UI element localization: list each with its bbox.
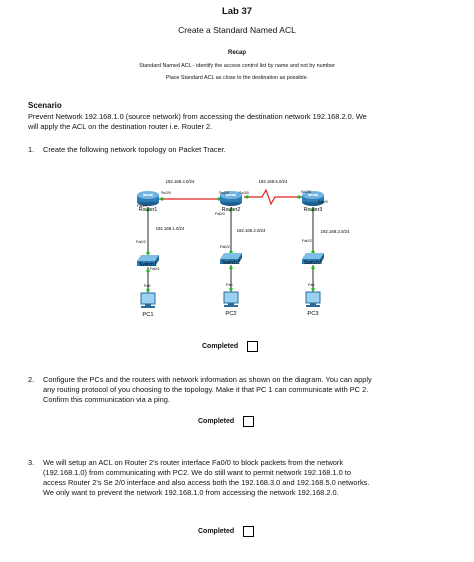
pc-name: PC2 [225,311,237,317]
pc-icon [224,292,238,307]
pc-icon [306,292,320,307]
network-label: 192.168.4.0/24 [165,179,195,184]
scenario-line: will apply the ACL on the destination router i.e. Router 2. [28,122,213,131]
completed-label: Completed [198,528,235,535]
switch-name: Switch1 [138,262,158,268]
port-label: Se2/0 [161,191,171,195]
port-label: Fa0/2 [220,245,230,249]
step-number: 2. [28,375,35,384]
switch-name: Switch3 [303,260,323,266]
completed-label: Completed [198,418,235,425]
router-name: Router1 [138,207,158,213]
recap-line: Standard Named ACL - identify the access control list by name and not by number [139,63,335,69]
port-label: Fa0/2 [302,239,312,243]
step-line: access Router 2's Se 2/0 interface and also access both the 192.168.3.0 and 192.168.5.0 networks. [43,478,370,487]
pc-name: PC3 [307,311,319,317]
network-label: 192.168.2.0/24 [236,228,266,233]
switch-name: Switch2 [221,260,241,266]
completed-label: Completed [202,343,239,350]
network-label: 192.168.3.0/24 [320,229,350,234]
step-number: 1. [28,145,35,154]
pc-name: PC1 [142,312,154,318]
link-status-dot [311,287,314,290]
scenario-heading: Scenario [28,101,62,110]
link-status-dot [311,266,314,269]
port-label: Fa0 [308,283,315,287]
port-label: Fa0/2 [136,240,146,244]
step-line: We only want to prevent the network 192.168.1.0 from accessing the network 192.168.2.0. [43,488,339,497]
link-status-dot [146,251,149,254]
scenario-line: Prevent Network 192.168.1.0 (source network) from accessing the destination network 192.168.2.0. We [28,112,367,121]
step-number: 3. [28,458,35,467]
serial-link [244,190,302,204]
network-label: 192.168.1.0/24 [155,226,185,231]
port-label: Se2/0 [301,190,311,194]
step-line: Create the following network topology on Packet Tracer. [43,145,226,154]
router-name: Router3 [303,207,323,213]
link-status-dot [297,195,300,198]
completed-checkbox[interactable] [247,341,258,352]
link-status-dot [229,287,232,290]
link-status-dot [160,197,163,200]
link-status-dot [229,266,232,269]
step-line: (192.168.1.0) from communicating with PC2. We do still want to permit network 192.168.1.0 to [43,468,351,477]
port-label: Se3/0 [239,191,249,195]
link-status-dot [245,195,248,198]
pc-icon [141,293,155,308]
port-label: Fa0 [144,284,151,288]
recap-line: Place Standard ACL as close to the destination as possible. [165,75,309,81]
port-label: Fa0/0 [318,200,328,204]
port-label: Fa0/0 [215,212,225,216]
page-title: Create a Standard Named ACL [178,25,296,35]
lab-number: Lab 37 [221,6,253,17]
step-line: Confirm this communication via a ping. [43,395,170,404]
completed-checkbox[interactable] [243,416,254,427]
step-line: any routing protocol of you choosing to the topology. Make it that PC 1 can communicate with PC 2. [43,385,369,394]
link-status-dot [146,288,149,291]
port-label: Fa0/0 [137,204,147,208]
network-label: 192.168.5.0/24 [258,179,288,184]
step-line: We will setup an ACL on Router 2's router interface Fa0/0 to block packets from the network [43,458,344,467]
port-label: Se2/0 [219,191,229,195]
port-label: Fa0 [226,283,233,287]
router-name: Router2 [221,207,241,213]
port-label: Fa0/1 [150,267,160,271]
step-line: Configure the PCs and the routers with network information as shown on the diagram. You can apply [43,375,372,384]
completed-checkbox[interactable] [243,526,254,537]
recap-heading: Recap [227,50,246,56]
